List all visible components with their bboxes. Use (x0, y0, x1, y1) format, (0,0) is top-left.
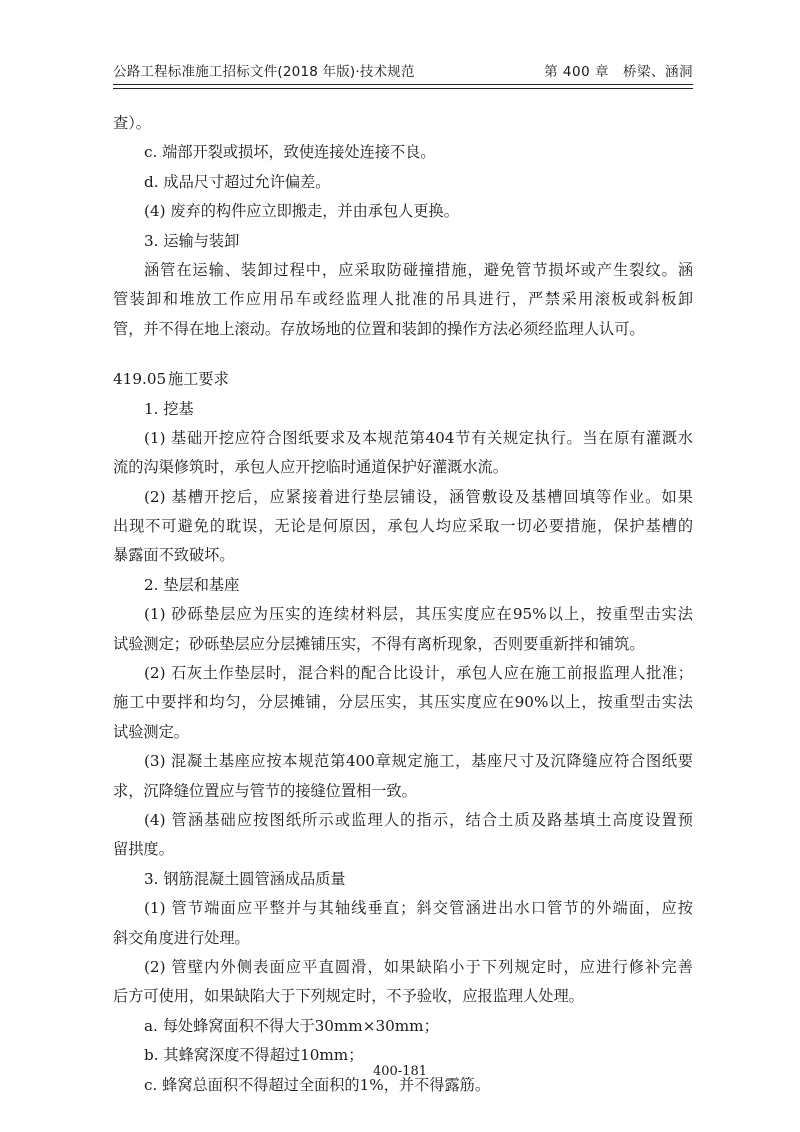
paragraph-line: (2) 石灰土作垫层时，混合料的配合比设计，承包人应在施工前报监理人批准； (144, 664, 693, 683)
paragraph-line: 试验测定。 (113, 722, 189, 741)
header-rule-thin (113, 88, 693, 89)
paragraph-line: 求，沉降缝位置应与管节的接缝位置相一致。 (113, 781, 417, 800)
paragraph-line: 出现不可避免的耽误，无论是何原因，承包人均应采取一切必要措施，保护基槽的 (113, 517, 693, 536)
paragraph-line: 管，并不得在地上滚动。存放场地的位置和装卸的操作方法必须经监理人认可。 (113, 319, 645, 338)
paragraph-line: 试验测定；砂砾垫层应分层摊铺压实，不得有离析现象，否则要重新拌和铺筑。 (113, 634, 645, 653)
section-title: 施工要求 (168, 370, 229, 389)
paragraph-line: 暴露面不致破坏。 (113, 546, 235, 565)
paragraph-line: 管装卸和堆放工作应用吊车或经监理人批准的吊具进行，严禁采用滚板或斜板卸 (113, 290, 693, 309)
list-item-a: a. 每处蜂窝面积不得大于30mm×30mm； (144, 1016, 439, 1035)
header-chapter-title: 第 400 章 桥梁、涵洞 (544, 64, 693, 80)
subheading-transport: 3. 运输与装卸 (144, 231, 240, 250)
section-heading (113, 365, 693, 394)
paragraph-line: (1) 管节端面应平整并与其轴线垂直；斜交管涵进出水口管节的外端面，应按 (144, 899, 693, 918)
paragraph-item-4: (4) 废弃的构件应立即搬走，并由承包人更换。 (144, 202, 459, 221)
list-item-c: c. 蜂窝总面积不得超过全面积的1%，并不得露筋。 (144, 1075, 491, 1094)
paragraph-line: 斜交角度进行处理。 (113, 928, 250, 947)
list-item-b: b. 其蜂窝深度不得超过10mm； (144, 1046, 364, 1065)
paragraph-line: 流的沟渠修筑时，承包人应开挖临时通道保护好灌溉水流。 (113, 458, 508, 477)
paragraph-line: 后方可使用，如果缺陷大于下列规定时，不予验收，应报监理人处理。 (113, 987, 584, 1006)
list-item-c: c. 端部开裂或损坏，致使连接处连接不良。 (144, 143, 436, 162)
running-header (113, 56, 693, 82)
subheading-excavation: 1. 挖基 (144, 399, 194, 418)
header-document-title: 公路工程标准施工招标文件(2018 年版)·技术规范 (113, 64, 415, 80)
page-body (113, 109, 693, 1100)
paragraph-line: 查）。 (113, 114, 151, 132)
paragraph-line: (4) 管涵基础应按图纸所示或监理人的指示，结合土质及路基填土高度设置预 (144, 810, 693, 829)
section-gap (113, 344, 693, 365)
subheading-bedding: 2. 垫层和基座 (144, 575, 240, 594)
paragraph-line: 留拱度。 (113, 840, 174, 859)
subheading-pipe-quality: 3. 钢筋混凝土圆管涵成品质量 (144, 869, 346, 888)
paragraph-line: (2) 管壁内外侧表面应平直圆滑，如果缺陷小于下列规定时，应进行修补完善 (144, 957, 693, 976)
page-number: 400-181 (372, 1064, 428, 1079)
section-number: 419.05 (113, 370, 167, 389)
paragraph-line: (1) 基础开挖应符合图纸要求及本规范第404节有关规定执行。当在原有灌溉水 (144, 428, 693, 447)
paragraph-line: (1) 砂砾垫层应为压实的连续材料层，其压实度应在95%以上，按重型击实法 (144, 605, 693, 624)
paragraph-line: (3) 混凝土基座应按本规范第400章规定施工，基座尺寸及沉降缝应符合图纸要 (144, 752, 693, 771)
paragraph-line: 涵管在运输、装卸过程中，应采取防碰撞措施，避免管节损坏或产生裂纹。涵 (144, 260, 693, 279)
paragraph-line: 施工中要拌和均匀，分层摊铺，分层压实，其压实度应在90%以上，按重型击实法 (113, 693, 693, 712)
paragraph-line: (2) 基槽开挖后，应紧接着进行垫层铺设，涵管敷设及基槽回填等作业。如果 (144, 487, 693, 506)
header-rule-thick (113, 84, 693, 85)
list-item-d: d. 成品尺寸超过允许偏差。 (144, 172, 331, 191)
